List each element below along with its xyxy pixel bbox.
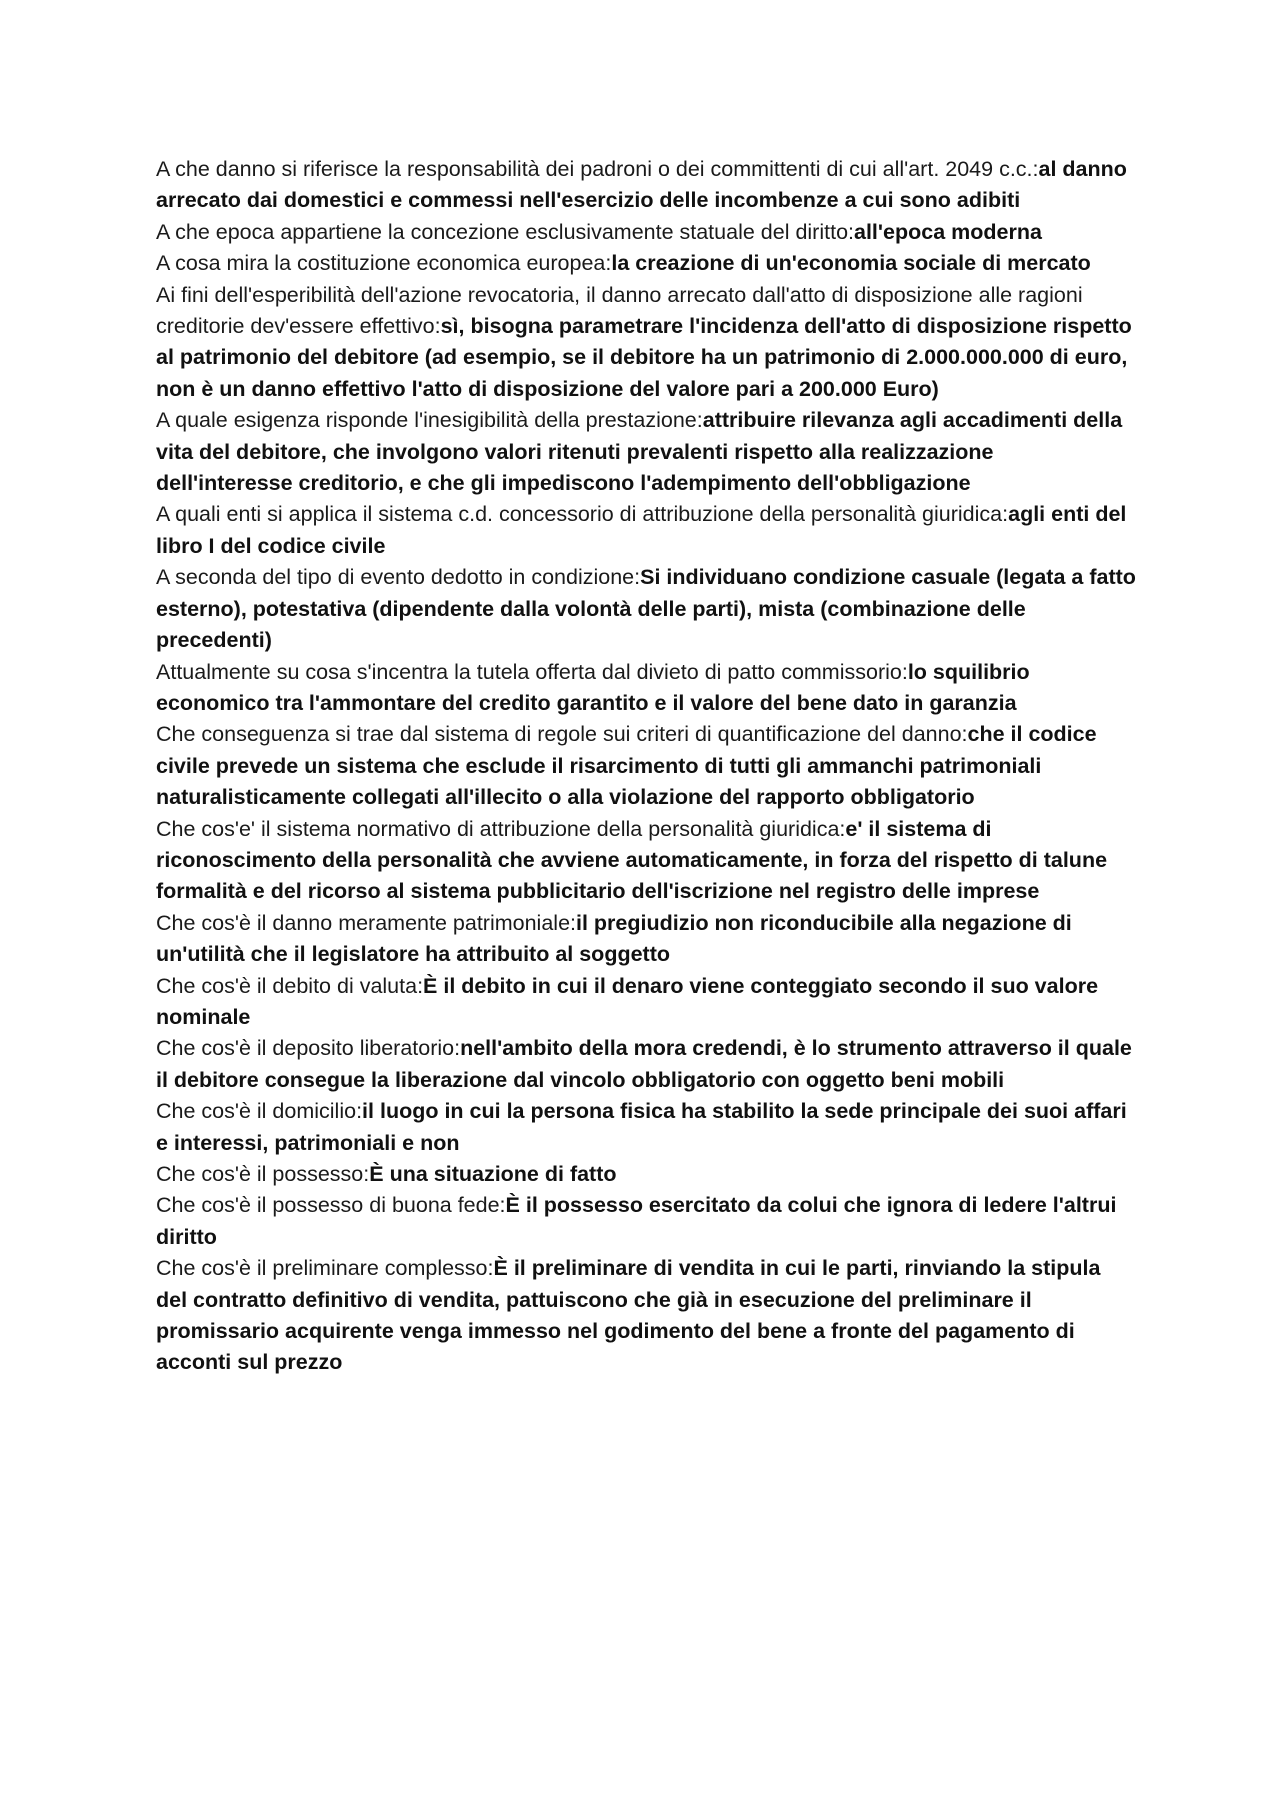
- question-text: Che cos'è il debito di valuta:: [156, 973, 424, 998]
- question-text: A che danno si riferisce la responsabilità dei padroni o dei committenti di cui all'art. 2049 c.c.:: [156, 157, 1039, 181]
- answer-text: al danno arrecato dai domestici e commessi nell'esercizio delle incombenze a cui sono adibiti: [156, 157, 1127, 213]
- answer-text: È il preliminare di vendita in cui le parti, rinviando la stipula del contratto definitivo di vendita, pattuiscono che già in esecuzione del preliminare il promissario acquirente venga immesso nel godimento del bene a fronte del pagamento di acconti sul prezzo: [156, 1256, 1101, 1375]
- question-text: Che cos'è il deposito liberatorio:: [156, 1036, 461, 1061]
- answer-text: agli enti del libro I del codice civile: [156, 502, 1127, 558]
- question-text: A quali enti si applica il sistema c.d. concessorio di attribuzione della personalità giuridica:: [156, 502, 1009, 527]
- answer-text: È una situazione di fatto: [369, 1162, 617, 1186]
- question-text: Che conseguenza si trae dal sistema di regole sui criteri di quantificazione del danno:: [156, 722, 968, 747]
- question-text: Che cos'è il danno meramente patrimoniale:: [156, 910, 576, 935]
- question-text: Ai fini dell'esperibilità dell'azione revocatoria, il danno arrecato dall'atto di disposizione alle ragioni creditorie dev'essere effettivo:: [156, 282, 1083, 339]
- document-body: [156, 154, 1136, 1379]
- question-text: Che cos'è il preliminare complesso:: [156, 1256, 494, 1281]
- question-text: A quale esigenza risponde l'inesigibilità della prestazione:: [156, 408, 703, 433]
- question-text: A che epoca appartiene la concezione esclusivamente statuale del diritto:: [156, 219, 854, 244]
- qa-entry: [156, 908, 1136, 971]
- qa-entry: [156, 499, 1136, 562]
- qa-entry: [156, 657, 1136, 720]
- qa-entry: [156, 1096, 1136, 1159]
- answer-text: Si individuano condizione casuale (legata a fatto esterno), potestativa (dipendente dalla volontà delle parti), mista (combinazione delle precedenti): [156, 565, 1136, 653]
- answer-text: È il debito in cui il denaro viene conteggiato secondo il suo valore nominale: [156, 973, 1099, 1029]
- answer-text: nell'ambito della mora credendi, è lo strumento attraverso il quale il debitore consegue la liberazione dal vincolo obbligatorio con oggetto beni mobili: [156, 1036, 1132, 1092]
- qa-entry: [156, 1033, 1136, 1096]
- qa-entry: [156, 1253, 1136, 1379]
- question-text: Che cos'è il possesso di buona fede:: [156, 1193, 506, 1218]
- answer-text: lo squilibrio economico tra l'ammontare del credito garantito e il valore del bene dato in garanzia: [156, 659, 1030, 715]
- qa-entry: [156, 1159, 1136, 1190]
- qa-entry: [156, 248, 1136, 279]
- answer-text: la creazione di un'economia sociale di mercato: [611, 251, 1091, 276]
- qa-entry: [156, 405, 1136, 499]
- qa-entry: [156, 562, 1136, 656]
- answer-text: all'epoca moderna: [854, 219, 1042, 244]
- answer-text: il luogo in cui la persona fisica ha stabilito la sede principale dei suoi affari e interessi, patrimoniali e non: [156, 1099, 1127, 1155]
- answer-text: che il codice civile prevede un sistema che esclude il risarcimento di tutti gli ammanchi patrimoniali naturalisticamente collegati all'illecito o alla violazione del rapporto obbligatorio: [156, 722, 1097, 810]
- qa-entry: [156, 719, 1136, 813]
- qa-entry: [156, 280, 1136, 406]
- qa-entry: [156, 1190, 1136, 1253]
- qa-entry: [156, 971, 1136, 1034]
- qa-entry: [156, 814, 1136, 908]
- answer-text: sì, bisogna parametrare l'incidenza dell'atto di disposizione rispetto al patrimonio del debitore (ad esempio, se il debitore ha un patrimonio di 2.000.000.000 di euro, non è un danno effettivo l'atto di disposizione del valore pari a 200.000 Euro): [156, 314, 1132, 401]
- question-text: A cosa mira la costituzione economica europea:: [156, 251, 612, 276]
- answer-text: il pregiudizio non riconducibile alla negazione di un'utilità che il legislatore ha attribuito al soggetto: [156, 910, 1072, 967]
- answer-text: È il possesso esercitato da colui che ignora di ledere l'altrui diritto: [156, 1193, 1117, 1249]
- question-text: A seconda del tipo di evento dedotto in condizione:: [156, 565, 641, 590]
- qa-entry: [156, 217, 1136, 248]
- answer-text: e' il sistema di riconoscimento della personalità che avviene automaticamente, in forza del rispetto di talune formalità e del ricorso al sistema pubblicitario dell'iscrizione nel registro delle imprese: [156, 816, 1108, 904]
- question-text: Che cos'è il domicilio:: [156, 1099, 363, 1124]
- answer-text: attribuire rilevanza agli accadimenti della vita del debitore, che involgono valori ritenuti prevalenti rispetto alla realizzazione dell'interesse creditorio, e che gli impediscono l'adempimento dell'obbligazione: [156, 408, 1123, 496]
- question-text: Che cos'è il possesso:: [156, 1162, 370, 1186]
- question-text: Che cos'e' il sistema normativo di attribuzione della personalità giuridica:: [156, 816, 846, 841]
- question-text: Attualmente su cosa s'incentra la tutela offerta dal divieto di patto commissorio:: [156, 659, 908, 684]
- qa-entry: [156, 154, 1136, 217]
